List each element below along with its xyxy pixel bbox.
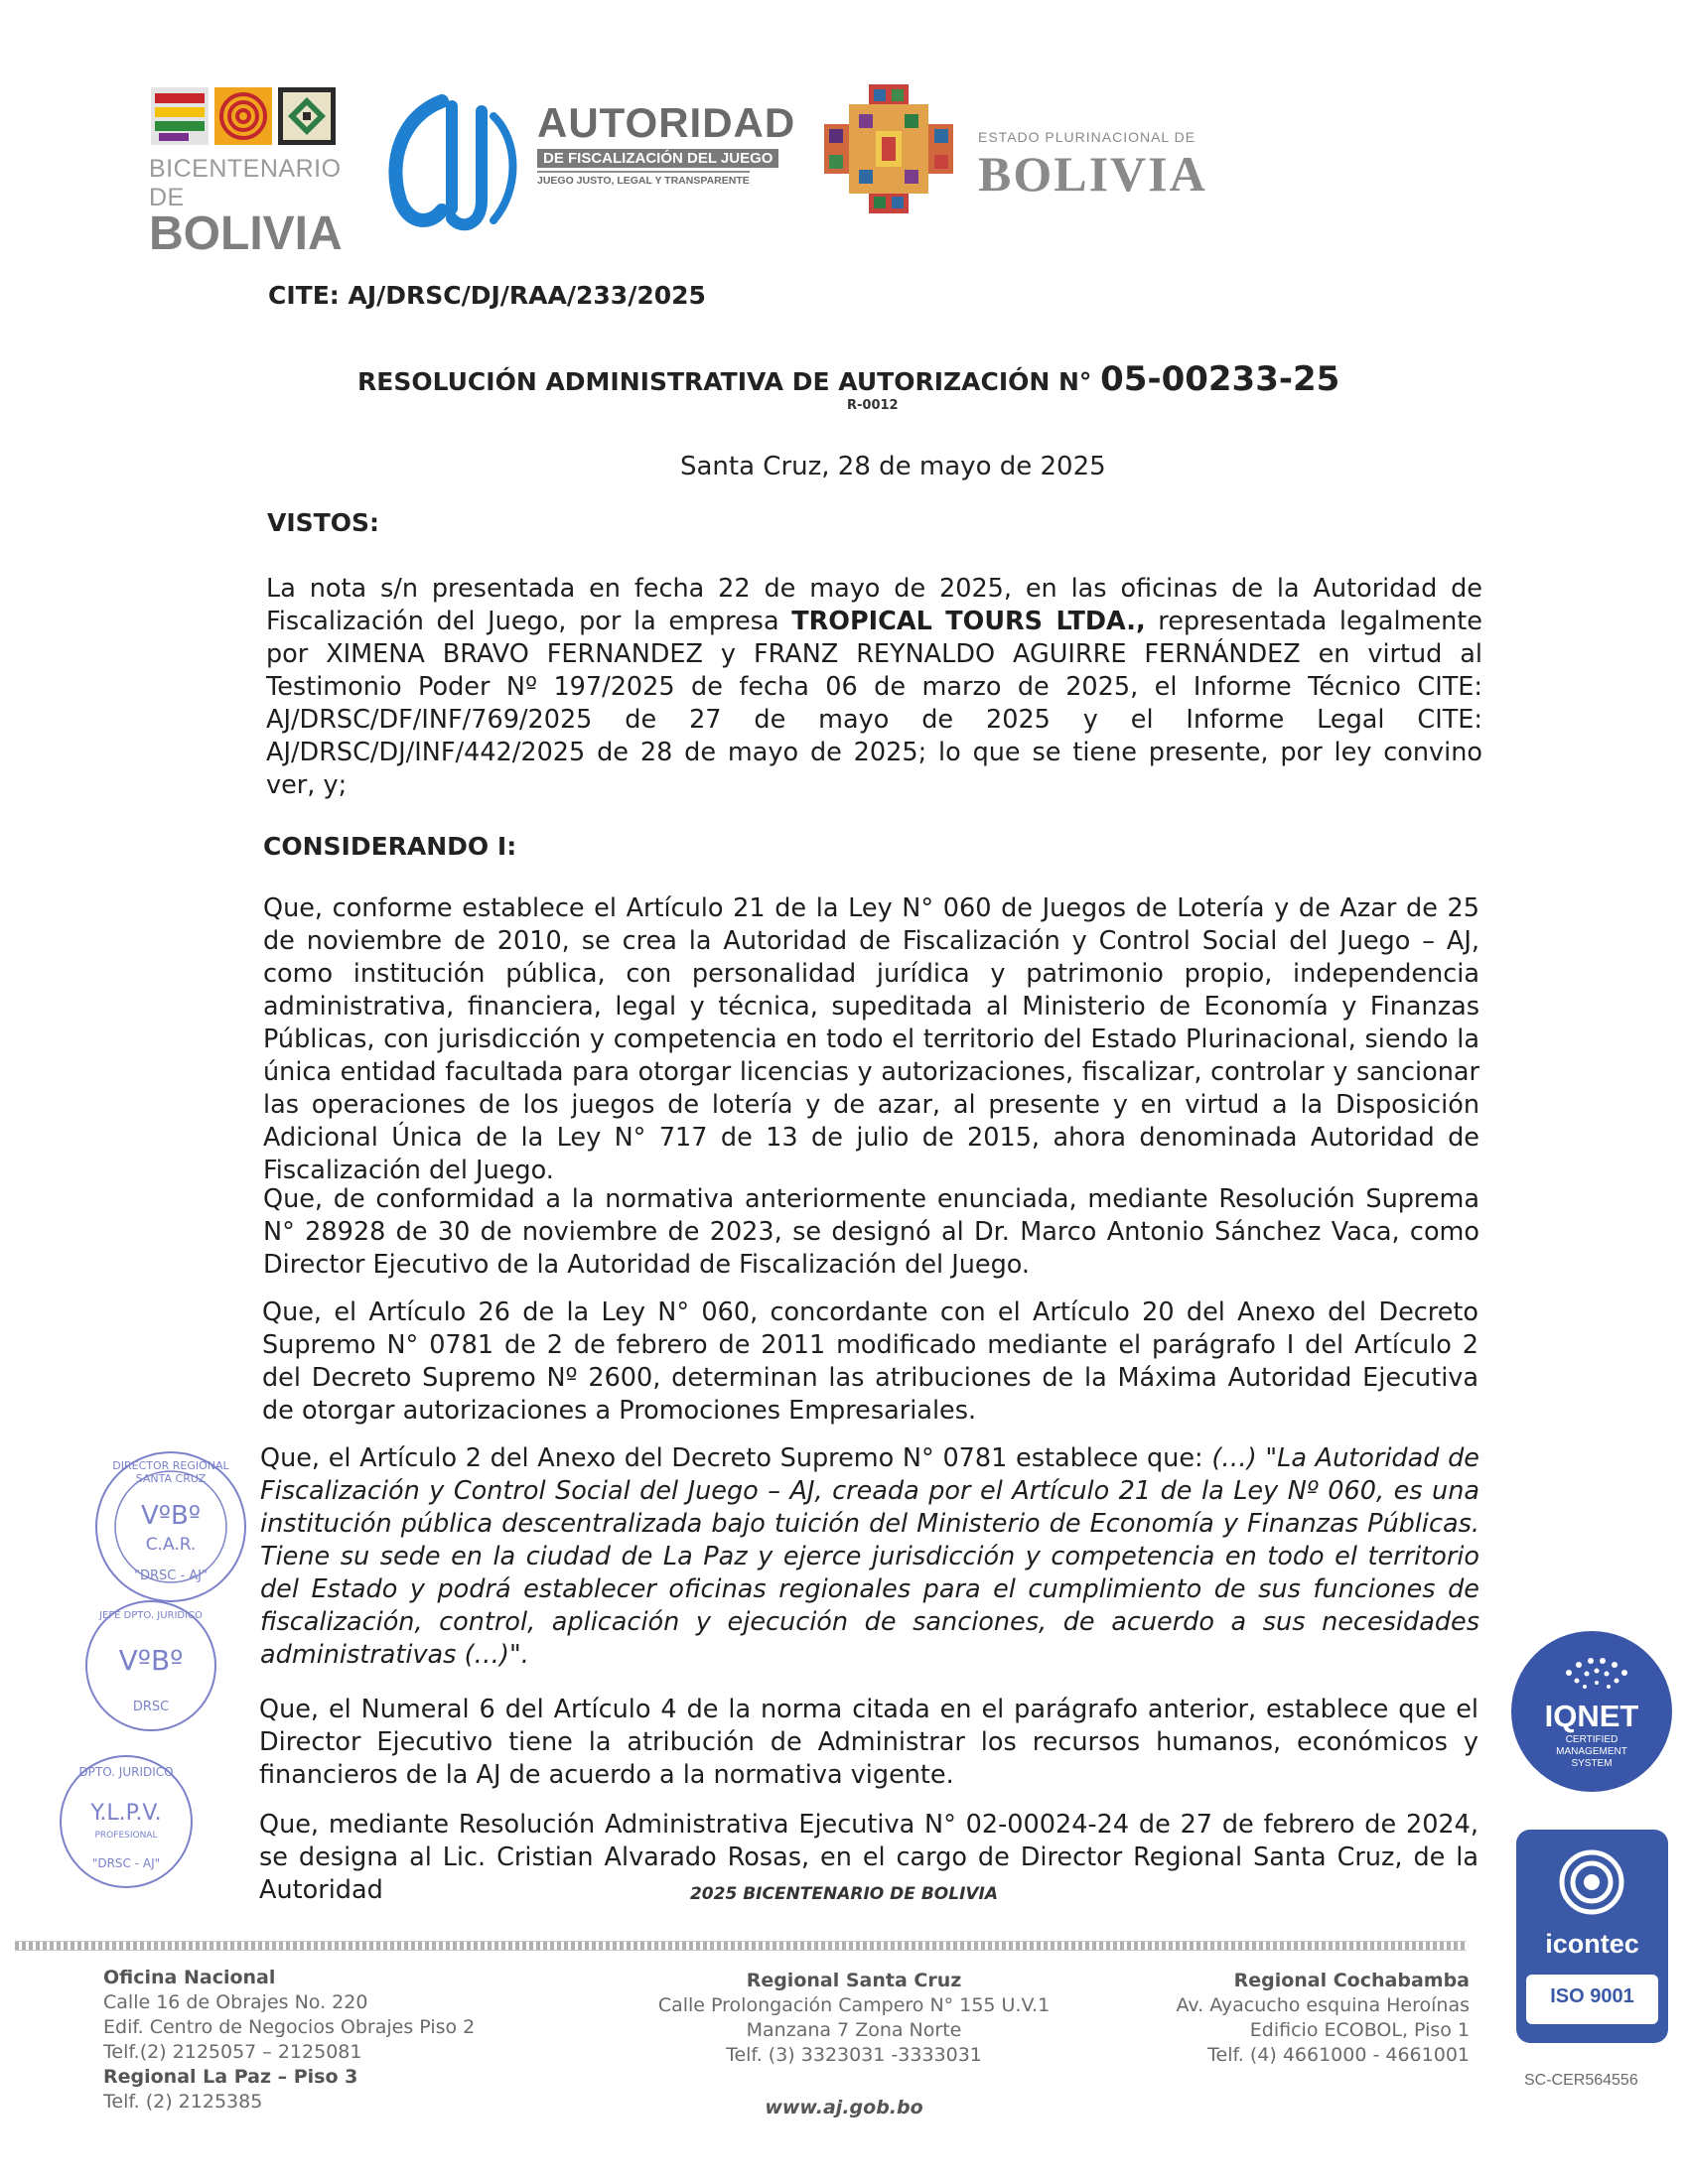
aj-logo bbox=[382, 91, 796, 240]
company-name: TROPICAL TOURS LTDA., bbox=[791, 607, 1146, 636]
iqnet-label-3: SYSTEM bbox=[1571, 1758, 1613, 1769]
footer-national-office bbox=[103, 1966, 475, 2115]
stamp-vobo: VºBº bbox=[140, 1501, 202, 1531]
website-link[interactable]: www.aj.gob.bo bbox=[765, 2097, 923, 2118]
spiral-square-icon bbox=[214, 87, 272, 145]
santa-cruz-heading: Regional Santa Cruz bbox=[746, 1970, 962, 1991]
iqnet-label bbox=[1511, 1734, 1672, 1770]
flag-square-icon bbox=[151, 87, 209, 145]
resolution-title-text: RESOLUCIÓN ADMINISTRATIVA DE AUTORIZACIÓN N° bbox=[357, 367, 1101, 396]
considerando-paragraph-2: Que, de conformidad a la normativa anteriormente enunciada, mediante Resolución Suprema N° 28928 de 30 de noviembre de 2023, se designó al Dr. Marco Antonio Sánchez Vaca, como Director Ejecutivo de la Autoridad de Fiscalización del Juego. bbox=[263, 1184, 1479, 1280]
santa-cruz-address: Calle Prolongación Campero N° 155 U.V.1 bbox=[657, 1994, 1051, 2016]
estado-small-text: ESTADO PLURINACIONAL DE bbox=[978, 129, 1196, 145]
paragraph-4-text: Que, el Artículo 2 del Anexo del Decreto Supremo N° 0781 establece que: bbox=[260, 1443, 1212, 1473]
cochabamba-phone: Telf. (4) 4661000 - 4661001 bbox=[1207, 2044, 1470, 2066]
cochabamba-address: Av. Ayacucho esquina Heroínas bbox=[1176, 1994, 1470, 2016]
vistos-heading: VISTOS: bbox=[267, 508, 379, 537]
stamp-vobo: VºBº bbox=[118, 1644, 184, 1677]
iqnet-label-2: MANAGEMENT bbox=[1556, 1746, 1627, 1757]
vistos-text-2: representada legalmente por XIMENA BRAVO FERNANDEZ y FRANZ REYNALDO AGUIRRE FERNÁNDEZ en virtud al Testimonio Poder Nº 197/2025 de fecha 06 de marzo de 2025, el Informe Técnico CITE: AJ/DRSC/DF/INF/769/2025 de 27 de mayo de 2025 y el Informe Legal CITE: AJ/DRSC/DJ/INF/442/2025 de 28 de mayo de 2025; lo que se tiene presente, por ley convino ver, y; bbox=[266, 607, 1482, 800]
aj-title: AUTORIDAD bbox=[537, 99, 796, 146]
legal-department-stamp bbox=[60, 1755, 193, 1888]
iso-label: ISO 9001 bbox=[1550, 1985, 1634, 2007]
lapaz-phone: Telf. (2) 2125385 bbox=[103, 2091, 263, 2113]
iqnet-label-1: CERTIFIED bbox=[1565, 1734, 1618, 1745]
stamp-bottom-text: DRSC bbox=[132, 1700, 170, 1714]
iqnet-name: IQNET bbox=[1544, 1699, 1639, 1733]
stamp-ring-text: DPTO. JURIDICO bbox=[78, 1765, 174, 1779]
footer-divider bbox=[15, 1941, 1467, 1951]
considerando-paragraph-6: Que, mediante Resolución Administrativa Ejecutiva N° 02-00024-24 de 27 de febrero de 2024, se designa al Lic. Cristian Alvarado Rosas, en el cargo de Director Regional Santa Cruz, de la Autoridad bbox=[259, 1810, 1478, 1905]
cochabamba-building: Edificio ECOBOL, Piso 1 bbox=[1249, 2019, 1470, 2041]
pattern-square-icon bbox=[278, 87, 336, 145]
stamp-ring-text: DIRECTOR REGIONAL SANTA CRUZ bbox=[112, 1459, 229, 1485]
cochabamba-heading: Regional Cochabamba bbox=[1233, 1970, 1470, 1991]
iqnet-certification bbox=[1511, 1631, 1672, 1792]
certificate-code: SC-CER564556 bbox=[1524, 2072, 1638, 2089]
office-address: Calle 16 de Obrajes No. 220 bbox=[103, 1991, 368, 2013]
santa-cruz-phone: Telf. (3) 3323031 -3333031 bbox=[726, 2044, 982, 2066]
stamp-title: PROFESIONAL bbox=[94, 1831, 158, 1841]
considerando-paragraph-4 bbox=[260, 1442, 1479, 1672]
place-date: Santa Cruz, 28 de mayo de 2025 bbox=[680, 452, 1106, 481]
cite-reference: CITE: AJ/DRSC/DJ/RAA/233/2025 bbox=[268, 281, 706, 310]
resolution-code: R-0012 bbox=[847, 398, 899, 413]
iqnet-dots-icon bbox=[1511, 1639, 1672, 1699]
approval-stamp-director bbox=[95, 1451, 246, 1602]
santa-cruz-zone: Manzana 7 Zona Norte bbox=[746, 2019, 962, 2041]
considerando-paragraph-5: Que, el Numeral 6 del Artículo 4 de la norma citada en el parágrafo anterior, establece que el Director Ejecutivo tiene la atribución de Administrar los recursos humanos, económicos y financieros de la AJ de acuerdo a la normativa vigente. bbox=[259, 1695, 1478, 1790]
icontec-certification bbox=[1516, 1830, 1668, 2043]
aj-subtitle: DE FISCALIZACIÓN DEL JUEGO bbox=[537, 149, 778, 168]
stamp-ring-text: JEFE DPTO. JURIDICO bbox=[99, 1610, 203, 1621]
icontec-emblem-icon bbox=[1557, 1847, 1626, 1917]
considerando-heading: CONSIDERANDO I: bbox=[263, 832, 517, 861]
resolution-title bbox=[357, 359, 1339, 399]
resolution-number: 05-00233-25 bbox=[1100, 359, 1340, 399]
aj-motto: JUEGO JUSTO, LEGAL Y TRANSPARENTE bbox=[537, 171, 750, 187]
decree-quote: (…) "La Autoridad de Fiscalización y Control Social del Juego – AJ, creada por el Artículo 21 de la Ley Nº 060, es una institución pública descentralizada bajo tuición del Ministerio de Economía y Finanzas Públicas. Tiene su sede en la ciudad de La Paz y ejerce jurisdicción y competencia en todo el territorio del Estado y podrá establecer oficinas regionales para el cumplimiento de sus funciones de fiscalización, control, aplicación y ejecución de sanciones, de acuerdo a sus necesidades administrativas (…)". bbox=[260, 1443, 1479, 1670]
vistos-text-1: La nota s/n presentada en fecha 22 de mayo de 2025, en las oficinas de la Autoridad de Fiscalización del Juego, por la empresa bbox=[266, 574, 1482, 636]
bicentenario-logo bbox=[149, 87, 352, 260]
icontec-name: icontec bbox=[1545, 1929, 1639, 1959]
considerando-paragraph-3: Que, el Artículo 26 de la Ley N° 060, concordante con el Artículo 20 del Anexo del Decreto Supremo N° 0781 de 2 de febrero de 2011 modificado mediante el parágrafo I del Artículo 2 del Decreto Supremo Nº 2600, determinan las atribuciones de la Máxima Autoridad Ejecutiva de otorgar autorizaciones a Promociones Empresariales. bbox=[262, 1297, 1478, 1426]
office-heading: Oficina Nacional bbox=[103, 1967, 276, 1988]
considerando-paragraph-1: Que, conforme establece el Artículo 21 de la Ley N° 060 de Juegos de Lotería y de Azar de 25 de noviembre de 2010, se crea la Autoridad de Fiscalización y Control Social del Juego – AJ, como institución pública, con personalidad jurídica y patrimonio propio, independencia administrativa, financiera, legal y técnica, supeditada al Ministerio de Economía y Finanzas Públicas, con jurisdicción y competencia en todo el territorio del Estado Plurinacional, siendo la única entidad facultada para otorgar licencias y autorizaciones, fiscalizar, controlar y sancionar las operaciones de los juegos de lotería y de azar, al presente y en virtud a la Disposición Adicional Única de la Ley N° 717 de 13 de julio de 2015, ahora denominada Autoridad de Fiscalización del Juego. bbox=[263, 893, 1479, 1185]
vistos-paragraph bbox=[266, 573, 1482, 802]
footer-bicentenario: 2025 BICENTENARIO DE BOLIVIA bbox=[689, 1884, 999, 1904]
bicentenario-squares bbox=[151, 87, 352, 145]
approval-stamp-legal-head bbox=[85, 1600, 216, 1731]
estado-plurinacional-logo bbox=[814, 79, 1211, 218]
bicentenario-big-text: BOLIVIA bbox=[149, 207, 343, 260]
stamp-bottom-text: "DRSC - AJ" bbox=[133, 1569, 208, 1583]
office-phone: Telf.(2) 2125057 – 2125081 bbox=[103, 2041, 362, 2063]
aj-emblem-icon bbox=[382, 91, 526, 240]
stamp-initials: Y.L.P.V. bbox=[90, 1801, 162, 1826]
footer-cochabamba-office bbox=[1092, 1969, 1470, 2068]
chakana-icon bbox=[814, 79, 963, 218]
stamp-bottom-text: "DRSC - AJ" bbox=[91, 1856, 161, 1870]
office-building: Edif. Centro de Negocios Obrajes Piso 2 bbox=[103, 2016, 476, 2038]
bicentenario-small-text: BICENTENARIO DE bbox=[149, 155, 342, 211]
footer-santa-cruz-office bbox=[596, 1969, 1112, 2068]
lapaz-heading: Regional La Paz – Piso 3 bbox=[103, 2066, 358, 2088]
estado-big-text: BOLIVIA bbox=[978, 146, 1207, 202]
stamp-initials: C.A.R. bbox=[145, 1535, 197, 1555]
